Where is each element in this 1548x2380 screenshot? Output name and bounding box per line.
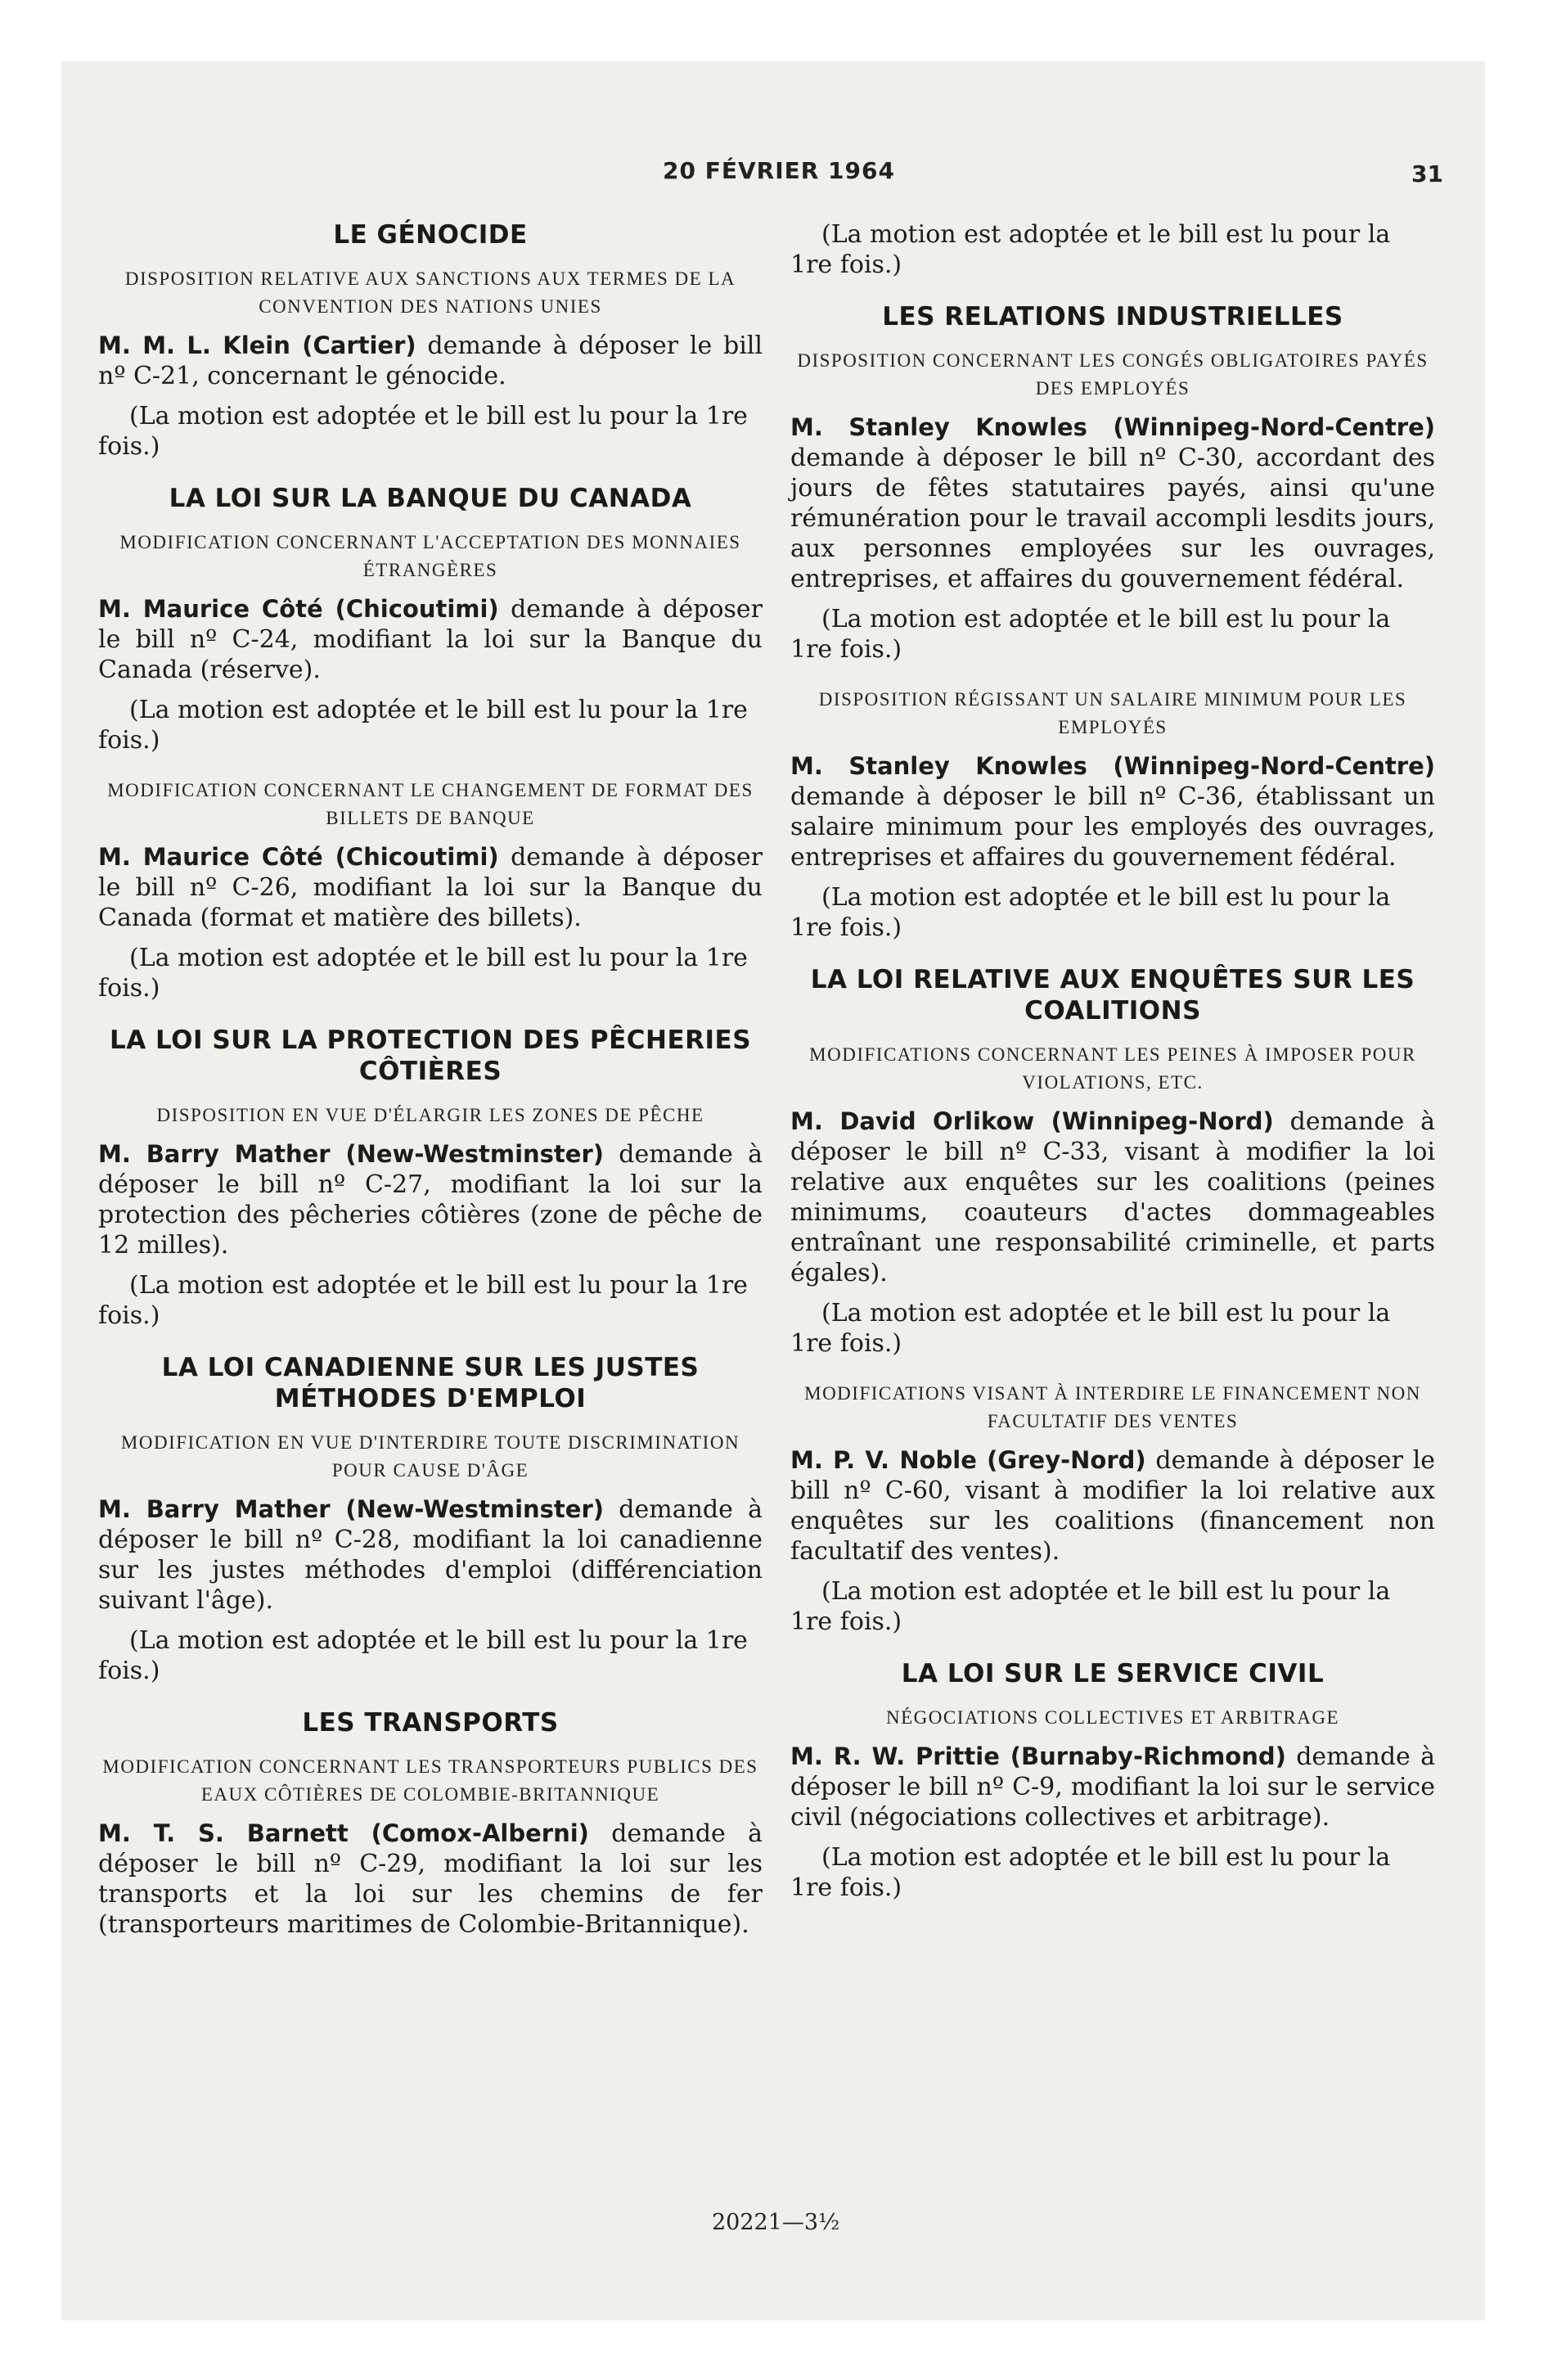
- left-column: [98, 219, 763, 1950]
- bill-paragraph: [98, 1819, 763, 1940]
- member-name: M. T. S. Barnett (Comox-Alberni): [98, 1819, 589, 1847]
- section-subtitle: MODIFICATION CONCERNANT L'ACCEPTATION DES MONNAIES ÉTRANGÈRES: [119, 532, 741, 580]
- bill-text: demande à déposer le bill nº C-27, modifiant la loi sur la protection des pêcheries côtières (zone de pêche de 12 milles).: [98, 1140, 763, 1260]
- bill-text: demande à déposer le bill nº C-30, accordant des jours de fêtes statutaires payés, ainsi qu'une rémunération pour le travail accompli lesdits jours, aux personnes employées sur les ouvrages, entreprises, et affaires du gouvernement fédéral.: [790, 444, 1435, 593]
- member-name: M. R. W. Prittie (Burnaby-Richmond): [790, 1742, 1286, 1770]
- section-subtitle: NÉGOCIATIONS COLLECTIVES ET ARBITRAGE: [885, 1707, 1340, 1728]
- motion-adopted-note: (La motion est adoptée et le bill est lu pour la 1re fois.): [790, 1577, 1391, 1636]
- section-subtitle: DISPOSITION RELATIVE AUX SANCTIONS AUX TERMES DE LA CONVENTION DES NATIONS UNIES: [124, 268, 736, 317]
- bill-text: demande à déposer le bill nº C-29, modifiant la loi sur les transports et la loi sur les chemins de fer (transporteurs maritimes de Colombie-Britannique).: [98, 1819, 763, 1939]
- motion-adopted-note: (La motion est adoptée et le bill est lu pour la 1re fois.): [790, 883, 1391, 942]
- bill-text: demande à déposer le bill nº C-60, visant à modifier la loi relative aux enquêtes sur les coalitions (financement non facultatif des ventes).: [790, 1446, 1435, 1566]
- motion-adopted-note: (La motion est adoptée et le bill est lu pour la 1re fois.): [790, 220, 1391, 279]
- member-name: M. Barry Mather (New-Westminster): [98, 1495, 605, 1523]
- bill-text: demande à déposer le bill nº C-26, modifiant la loi sur la Banque du Canada (format et matière des billets).: [98, 843, 763, 932]
- bill-text: demande à déposer le bill nº C-33, visant à modifier la loi relative aux enquêtes sur les coalitions (peines minimums, coauteurs d'actes dommageables entraînant une responsabilité criminelle, et parts égales).: [790, 1107, 1436, 1287]
- motion-adopted-note: (La motion est adoptée et le bill est lu pour la 1re fois.): [98, 402, 748, 461]
- page-number: 31: [1411, 160, 1443, 187]
- section-subtitle: MODIFICATIONS CONCERNANT LES PEINES À IMPOSER POUR VIOLATIONS, ETC.: [809, 1044, 1416, 1093]
- member-name: M. Barry Mather (New-Westminster): [98, 1140, 605, 1168]
- section-title: LA LOI SUR LA PROTECTION DES PÊCHERIES CÔTIÈRES: [109, 1025, 752, 1086]
- section-title: LES TRANSPORTS: [302, 1708, 559, 1738]
- printer-code: 20221—3½: [712, 2210, 840, 2235]
- member-name: M. P. V. Noble (Grey-Nord): [790, 1446, 1146, 1474]
- section-title: LE GÉNOCIDE: [333, 220, 528, 250]
- bill-text: demande à déposer le bill nº C-36, établissant un salaire minimum pour les employés des ouvrages, entreprises et affaires du gouvernement fédéral.: [790, 782, 1435, 872]
- section-title: LA LOI SUR LE SERVICE CIVIL: [901, 1659, 1325, 1688]
- section-subtitle: DISPOSITION RÉGISSANT UN SALAIRE MINIMUM POUR LES EMPLOYÉS: [818, 689, 1407, 737]
- section-subtitle: MODIFICATION CONCERNANT LES TRANSPORTEURS PUBLICS DES EAUX CÔTIÈRES DE COLOMBIE-BRITANNIQUE: [102, 1756, 758, 1805]
- motion-adopted-note: (La motion est adoptée et le bill est lu pour la 1re fois.): [790, 1843, 1391, 1902]
- section-subtitle: MODIFICATION CONCERNANT LE CHANGEMENT DE FORMAT DES BILLETS DE BANQUE: [107, 780, 754, 828]
- section-title: LA LOI RELATIVE AUX ENQUÊTES SUR LES COALITIONS: [810, 965, 1415, 1025]
- motion-adopted-note: (La motion est adoptée et le bill est lu pour la 1re fois.): [98, 1626, 748, 1685]
- member-name: M. M. L. Klein (Cartier): [98, 331, 416, 359]
- motion-adopted-note: (La motion est adoptée et le bill est lu pour la 1re fois.): [98, 1271, 748, 1330]
- section-subtitle: MODIFICATIONS VISANT À INTERDIRE LE FINANCEMENT NON FACULTATIF DES VENTES: [804, 1383, 1421, 1431]
- running-head-date: 20 FÉVRIER 1964: [663, 157, 895, 184]
- member-name: M. Stanley Knowles (Winnipeg-Nord-Centre): [790, 413, 1435, 441]
- bill-paragraph: [790, 1107, 1435, 1288]
- bill-paragraph: [98, 594, 763, 685]
- bill-paragraph: [98, 331, 763, 391]
- bill-text: demande à déposer le bill nº C-28, modifiant la loi canadienne sur les justes méthodes d'emploi (différenciation suivant l'âge).: [98, 1495, 763, 1615]
- motion-adopted-note: (La motion est adoptée et le bill est lu pour la 1re fois.): [98, 944, 748, 1003]
- bill-paragraph: [98, 1494, 763, 1616]
- member-name: M. Stanley Knowles (Winnipeg-Nord-Centre): [790, 752, 1435, 780]
- section-subtitle: DISPOSITION EN VUE D'ÉLARGIR LES ZONES DE PÊCHE: [156, 1105, 704, 1125]
- right-column: [790, 219, 1435, 1924]
- bill-text: demande à déposer le bill nº C-24, modifiant la loi sur la Banque du Canada (réserve).: [98, 595, 763, 684]
- bill-paragraph: [98, 1139, 763, 1260]
- member-name: M. David Orlikow (Winnipeg-Nord): [790, 1107, 1274, 1135]
- section-title: LES RELATIONS INDUSTRIELLES: [882, 302, 1343, 331]
- member-name: M. Maurice Côté (Chicoutimi): [98, 595, 499, 623]
- bill-paragraph: [790, 1445, 1435, 1566]
- motion-adopted-note: (La motion est adoptée et le bill est lu pour la 1re fois.): [790, 1299, 1391, 1358]
- section-subtitle: DISPOSITION CONCERNANT LES CONGÉS OBLIGATOIRES PAYÉS DES EMPLOYÉS: [797, 350, 1429, 399]
- bill-paragraph: [790, 412, 1435, 594]
- section-title: LA LOI CANADIENNE SUR LES JUSTES MÉTHODES D'EMPLOI: [161, 1353, 700, 1413]
- bill-paragraph: [98, 842, 763, 933]
- bill-text: demande à déposer le bill nº C-9, modifiant la loi sur le service civil (négociations collectives et arbitrage).: [790, 1742, 1435, 1832]
- bill-text: demande à déposer le bill nº C-21, concernant le génocide.: [98, 331, 763, 390]
- section-subtitle: MODIFICATION EN VUE D'INTERDIRE TOUTE DISCRIMINATION POUR CAUSE D'ÂGE: [120, 1432, 740, 1481]
- motion-adopted-note: (La motion est adoptée et le bill est lu pour la 1re fois.): [790, 605, 1391, 664]
- bill-paragraph: [790, 751, 1435, 872]
- section-title: LA LOI SUR LA BANQUE DU CANADA: [169, 484, 692, 513]
- member-name: M. Maurice Côté (Chicoutimi): [98, 843, 499, 871]
- bill-paragraph: [790, 1742, 1435, 1832]
- motion-adopted-note: (La motion est adoptée et le bill est lu pour la 1re fois.): [98, 696, 748, 755]
